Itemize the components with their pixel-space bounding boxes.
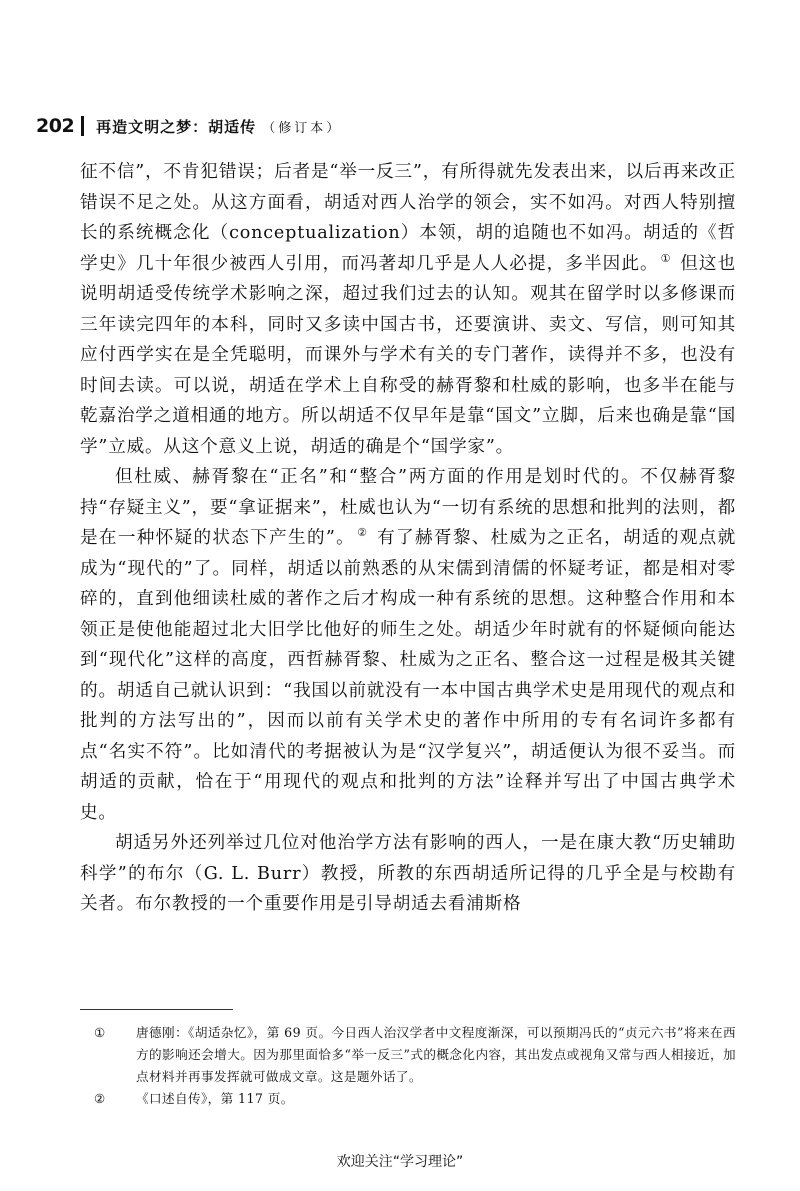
footnote-ref: ① — [660, 251, 672, 265]
paragraph — [80, 157, 736, 462]
book-edition: （修订本） — [262, 120, 343, 136]
running-header — [36, 112, 342, 140]
footnote-text: 《口述自传》，第 117 页。 — [136, 1091, 294, 1106]
paragraph — [80, 828, 736, 920]
main-text — [80, 157, 736, 920]
footnote-marker: ② — [94, 1091, 106, 1106]
paragraph-text: 但这也说明胡适受传统学术影响之深，超过我们过去的认知。观其在留学时以多修课而三年读完四年的本科，同时又多读中国古书，还要演讲、卖文、写信，则可知其应付西学实在是全凭聪明，而课外与学术有关的专门著作，读得并不多，也没有时间去读。可以说，胡适在学术上自称受的赫胥黎和杜威的影响，也多半在能与乾嘉治学之道相通的地方。所以胡适不仅早年是靠“国文”立脚，后来也确是靠“国学”立威。从这个意义上说，胡适的确是个“国学家”。 — [80, 253, 736, 457]
paragraph-text: 胡适另外还列举过几位对他治学方法有影响的西人，一是在康大教“历史辅助科学”的布尔（G. L. Burr）教授，所教的东西胡适所记得的几乎全是与校勘有关者。布尔教授的一个重要作用是引导胡适去看浦斯格 — [80, 833, 736, 914]
paragraph-text: 但杜威、赫胥黎在“正名”和“整合”两方面的作用是划时代的。不仅赫胥黎持“存疑主义”，要“拿证据来”，杜威也认为“一切有系统的思想和批判的法则，都是在一种怀疑的状态下产生的”。 — [80, 467, 736, 548]
bottom-note: 欢迎关注“学习理论” — [336, 1154, 464, 1170]
book-title: 再造文明之梦：胡适传 — [96, 117, 257, 136]
footnote — [80, 1022, 736, 1088]
paragraph-text: 有了赫胥黎、杜威为之正名，胡适的观点就成为“现代的”了。同样，胡适以前熟悉的从宋儒到清儒的怀疑考证，都是相对零碎的，直到他细读杜威的著作之后才构成一种有系统的思想。这种整合作用和本领正是使他能超过北大旧学比他好的师生之处。胡适少年时就有的怀疑倾向能达到“现代化”这样的高度，西哲赫胥黎、杜威为之正名、整合这一过程是极其关键的。胡适自己就认识到：“我国以前就没有一本中国古典学术史是用现代的观点和批判的方法写出的”，因而以前有关学术史的著作中所用的专有名词许多都有点“名实不符”。比如清代的考据被认为是“汉学复兴”，胡适便认为很不妥当。而胡适的贡献，恰在于“用现代的观点和批判的方法”诠释并写出了中国古典学术史。 — [80, 528, 736, 823]
footnote-ref: ② — [357, 526, 369, 539]
paragraph-text: 征不信”，不肯犯错误；后者是“举一反三”，有所得就先发表出来，以后再来改正错误不足之处。从这方面看，胡适对西人治学的领会，实不如冯。对西人特别擅长的系统概念化（conceptualization）本领，胡的追随也不如冯。胡适的《哲学史》几十年很少被西人引用，而冯著却几乎是人人必提，多半因此。 — [80, 162, 736, 274]
paragraph — [80, 462, 736, 828]
footnotes — [80, 1022, 736, 1110]
footnote-divider — [80, 1009, 233, 1010]
footnote — [80, 1088, 736, 1110]
footnote-text: 唐德刚：《胡适杂忆》，第 69 页。今日西人治汉学者中文程度渐深，可以预期冯氏的“贞元六书”将来在西方的影响还会增大。因为那里面恰多“举一反三”式的概念化内容，其出发点或视角又常与西人相接近，加点材料并再事发挥就可做成文章。这是题外话了。 — [136, 1025, 736, 1084]
footnote-marker: ① — [94, 1025, 106, 1040]
header-divider — [81, 116, 84, 136]
page-number: 202 — [36, 115, 75, 137]
